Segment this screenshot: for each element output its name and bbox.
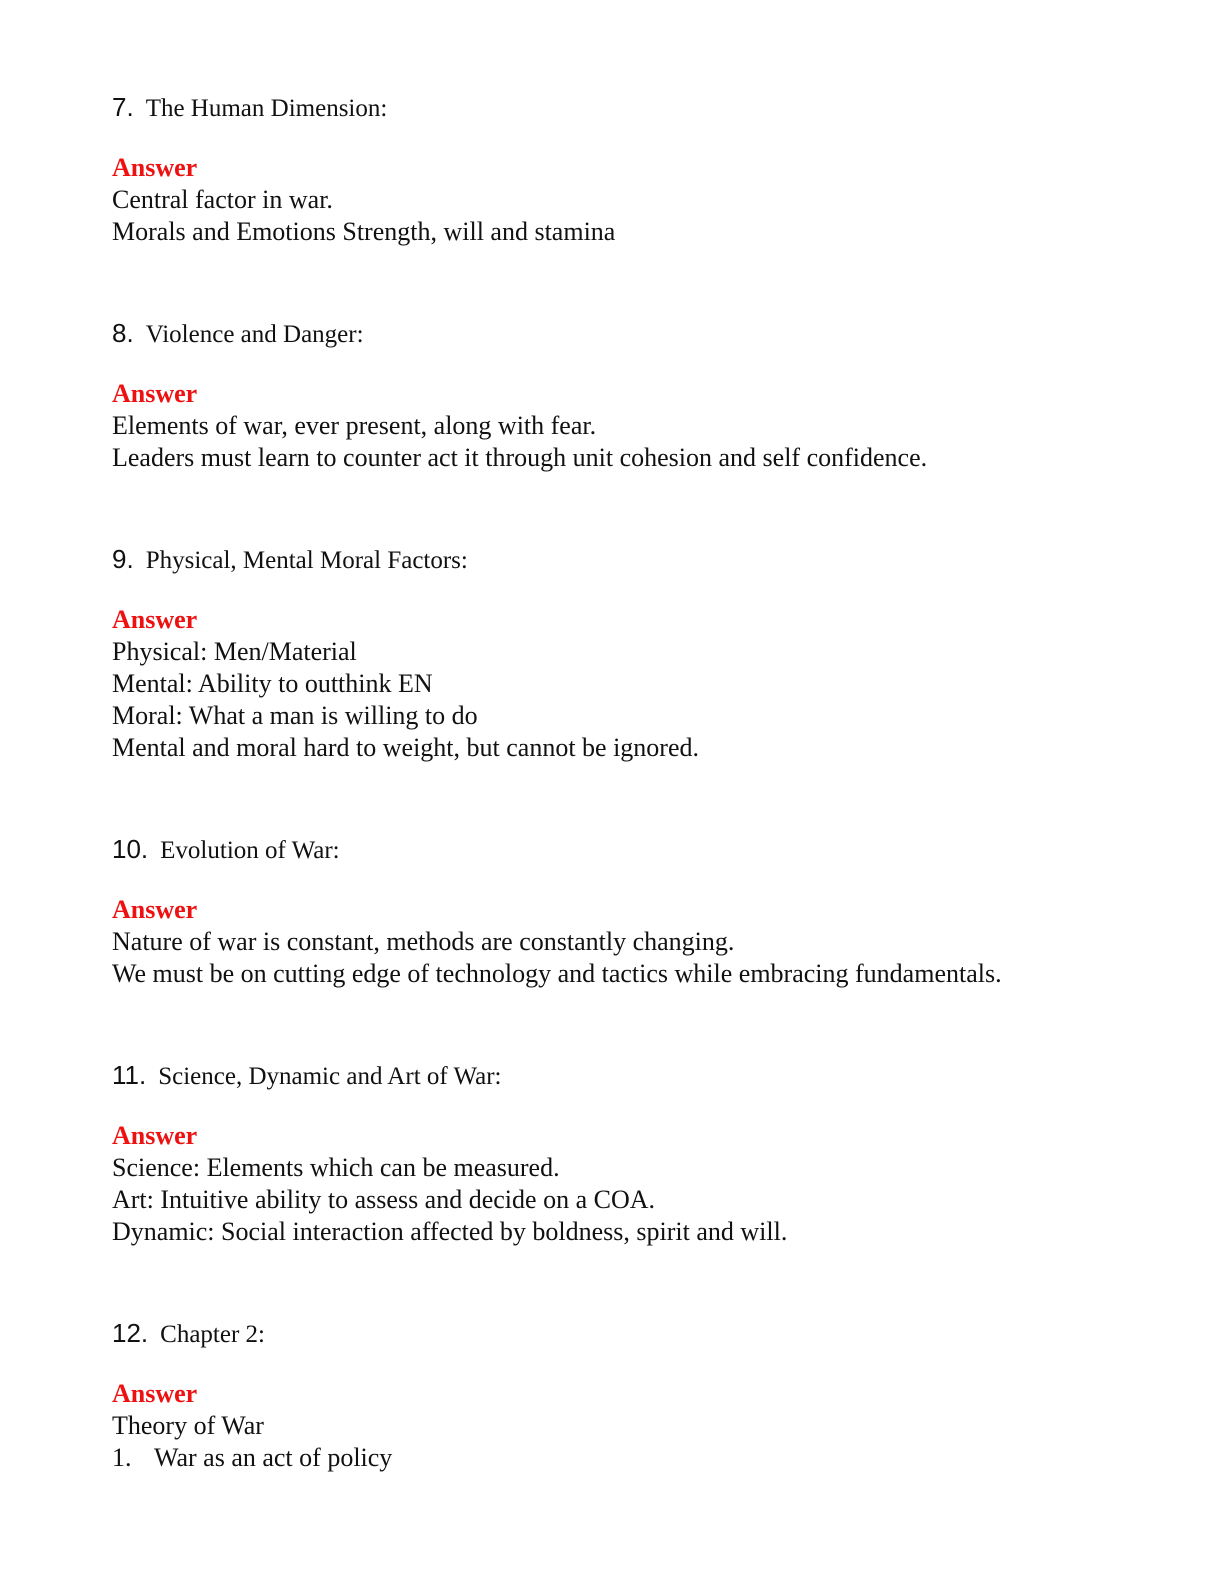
question-number: 10. xyxy=(112,834,149,864)
question-number: 7. xyxy=(112,92,134,122)
answer-line: Central factor in war. xyxy=(112,185,333,214)
answer-label: Answer xyxy=(112,153,198,182)
question-title: Physical, Mental Moral Factors: xyxy=(145,547,468,574)
answer-line: Elements of war, ever present, along with fear. xyxy=(112,411,597,440)
question-heading xyxy=(112,316,1152,350)
question-title: Chapter 2: xyxy=(160,1321,265,1348)
answer-line: Art: Intuitive ability to assess and decide on a COA. xyxy=(112,1185,656,1214)
answer-list-item xyxy=(112,1442,1152,1474)
question-title: Violence and Danger: xyxy=(145,321,364,348)
answer-line: Dynamic: Social interaction affected by boldness, spirit and will. xyxy=(112,1217,788,1246)
answer-line: Theory of War xyxy=(112,1411,264,1440)
answer-line: We must be on cutting edge of technology and tactics while embracing fundamentals. xyxy=(112,959,1002,988)
answer-line: Mental and moral hard to weight, but cannot be ignored. xyxy=(112,733,700,762)
answer-line: Science: Elements which can be measured. xyxy=(112,1153,560,1182)
question-number: 12. xyxy=(112,1318,149,1348)
question-number: 9. xyxy=(112,544,134,574)
answer-line: Morals and Emotions Strength, will and stamina xyxy=(112,217,616,246)
question-9 xyxy=(112,542,1152,764)
question-title: The Human Dimension: xyxy=(145,95,388,122)
answer-label: Answer xyxy=(112,1379,198,1408)
question-heading xyxy=(112,90,1152,124)
question-heading xyxy=(112,1316,1152,1350)
question-8 xyxy=(112,316,1152,474)
question-11 xyxy=(112,1058,1152,1248)
question-title: Evolution of War: xyxy=(160,837,340,864)
answer-line: Mental: Ability to outthink EN xyxy=(112,669,433,698)
question-7 xyxy=(112,90,1152,248)
answer-label: Answer xyxy=(112,1121,198,1150)
answer-label: Answer xyxy=(112,605,198,634)
question-heading xyxy=(112,832,1152,866)
answer-line: Physical: Men/Material xyxy=(112,637,357,666)
question-heading xyxy=(112,1058,1152,1092)
answer-line: Leaders must learn to counter act it through unit cohesion and self confidence. xyxy=(112,443,928,472)
answer-label: Answer xyxy=(112,379,198,408)
answer-line: Nature of war is constant, methods are constantly changing. xyxy=(112,927,735,956)
list-marker: 1. xyxy=(112,1443,132,1472)
question-12 xyxy=(112,1316,1152,1474)
list-item-text: War as an act of policy xyxy=(154,1443,393,1472)
question-title: Science, Dynamic and Art of War: xyxy=(158,1063,502,1090)
answer-label: Answer xyxy=(112,895,198,924)
question-number: 8. xyxy=(112,318,134,348)
question-heading xyxy=(112,542,1152,576)
question-10 xyxy=(112,832,1152,990)
question-number: 11. xyxy=(112,1060,147,1090)
answer-line: Moral: What a man is willing to do xyxy=(112,701,478,730)
